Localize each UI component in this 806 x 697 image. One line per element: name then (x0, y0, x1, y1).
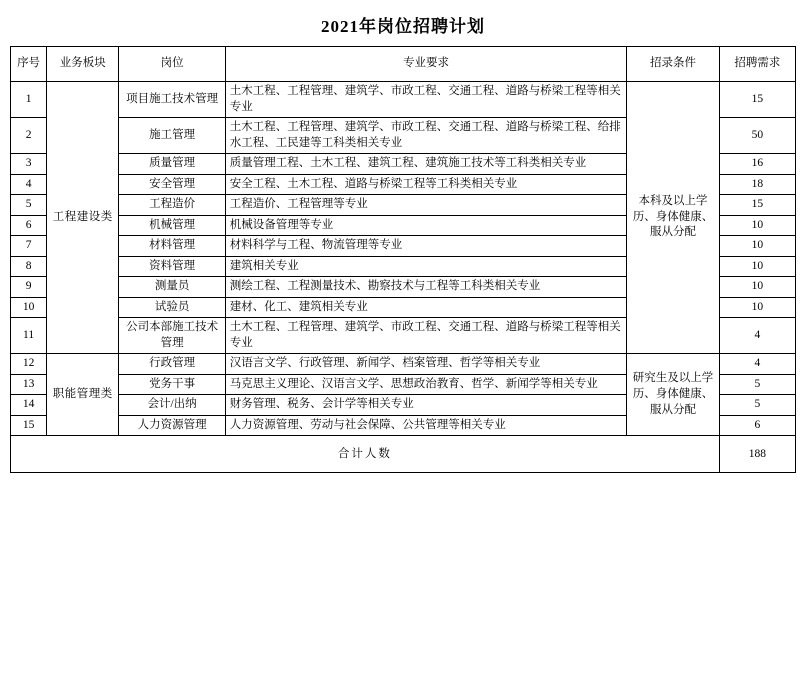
column-header-seq: 序号 (11, 47, 47, 82)
cell-demand: 4 (719, 318, 795, 354)
cell-major: 测绘工程、工程测量技术、勘察技术与工程等工科类相关专业 (225, 277, 627, 298)
cell-major: 建筑相关专业 (225, 256, 627, 277)
cell-demand: 50 (719, 118, 795, 154)
cell-seq: 8 (11, 256, 47, 277)
column-header-post: 岗位 (119, 47, 225, 82)
cell-post: 行政管理 (119, 354, 225, 375)
cell-seq: 7 (11, 236, 47, 257)
cell-post: 试验员 (119, 297, 225, 318)
table-total-row (11, 436, 796, 473)
cell-post: 施工管理 (119, 118, 225, 154)
cell-condition: 研究生及以上学历、身体健康、服从分配 (627, 354, 719, 436)
cell-major: 质量管理工程、土木工程、建筑工程、建筑施工技术等工科类相关专业 (225, 154, 627, 175)
cell-demand: 10 (719, 297, 795, 318)
cell-seq: 10 (11, 297, 47, 318)
recruitment-plan-table (10, 46, 796, 473)
cell-major: 财务管理、税务、会计学等相关专业 (225, 395, 627, 416)
cell-seq: 5 (11, 195, 47, 216)
cell-major: 马克思主义理论、汉语言文学、思想政治教育、哲学、新闻学等相关专业 (225, 374, 627, 395)
cell-post: 材料管理 (119, 236, 225, 257)
cell-major: 土木工程、工程管理、建筑学、市政工程、交通工程、道路与桥梁工程、给排水工程、工民建等工科类相关专业 (225, 118, 627, 154)
cell-post: 公司本部施工技术管理 (119, 318, 225, 354)
cell-post: 党务干事 (119, 374, 225, 395)
cell-seq: 3 (11, 154, 47, 175)
cell-major: 土木工程、工程管理、建筑学、市政工程、交通工程、道路与桥梁工程等相关专业 (225, 318, 627, 354)
cell-seq: 14 (11, 395, 47, 416)
cell-major: 材料科学与工程、物流管理等专业 (225, 236, 627, 257)
cell-seq: 6 (11, 215, 47, 236)
column-header-sector: 业务板块 (47, 47, 119, 82)
column-header-demand: 招聘需求 (719, 47, 795, 82)
column-header-major: 专业要求 (225, 47, 627, 82)
table-row (11, 354, 796, 375)
cell-sector: 工程建设类 (47, 82, 119, 354)
cell-seq: 12 (11, 354, 47, 375)
cell-post: 机械管理 (119, 215, 225, 236)
column-header-condition: 招录条件 (627, 47, 719, 82)
cell-demand: 5 (719, 395, 795, 416)
cell-major: 工程造价、工程管理等专业 (225, 195, 627, 216)
cell-major: 机械设备管理等专业 (225, 215, 627, 236)
cell-major: 人力资源管理、劳动与社会保障、公共管理等相关专业 (225, 415, 627, 436)
cell-demand: 5 (719, 374, 795, 395)
cell-demand: 4 (719, 354, 795, 375)
total-value: 188 (719, 436, 795, 473)
cell-condition: 本科及以上学历、身体健康、服从分配 (627, 82, 719, 354)
table-body (11, 82, 796, 473)
table-header-row (11, 47, 796, 82)
table-row (11, 82, 796, 118)
cell-seq: 11 (11, 318, 47, 354)
cell-sector: 职能管理类 (47, 354, 119, 436)
cell-demand: 15 (719, 82, 795, 118)
cell-post: 安全管理 (119, 174, 225, 195)
cell-demand: 10 (719, 236, 795, 257)
cell-post: 资料管理 (119, 256, 225, 277)
cell-post: 质量管理 (119, 154, 225, 175)
cell-demand: 16 (719, 154, 795, 175)
cell-major: 建材、化工、建筑相关专业 (225, 297, 627, 318)
cell-post: 测量员 (119, 277, 225, 298)
cell-major: 汉语言文学、行政管理、新闻学、档案管理、哲学等相关专业 (225, 354, 627, 375)
cell-seq: 4 (11, 174, 47, 195)
cell-demand: 10 (719, 215, 795, 236)
cell-demand: 10 (719, 277, 795, 298)
cell-post: 项目施工技术管理 (119, 82, 225, 118)
cell-demand: 15 (719, 195, 795, 216)
cell-seq: 15 (11, 415, 47, 436)
cell-post: 工程造价 (119, 195, 225, 216)
cell-major: 土木工程、工程管理、建筑学、市政工程、交通工程、道路与桥梁工程等相关专业 (225, 82, 627, 118)
total-label: 合计人数 (11, 436, 720, 473)
cell-demand: 6 (719, 415, 795, 436)
cell-post: 人力资源管理 (119, 415, 225, 436)
cell-post: 会计/出纳 (119, 395, 225, 416)
cell-major: 安全工程、土木工程、道路与桥梁工程等工科类相关专业 (225, 174, 627, 195)
cell-seq: 1 (11, 82, 47, 118)
page-title: 2021年岗位招聘计划 (321, 17, 485, 36)
cell-seq: 13 (11, 374, 47, 395)
cell-demand: 10 (719, 256, 795, 277)
cell-demand: 18 (719, 174, 795, 195)
cell-seq: 9 (11, 277, 47, 298)
cell-seq: 2 (11, 118, 47, 154)
